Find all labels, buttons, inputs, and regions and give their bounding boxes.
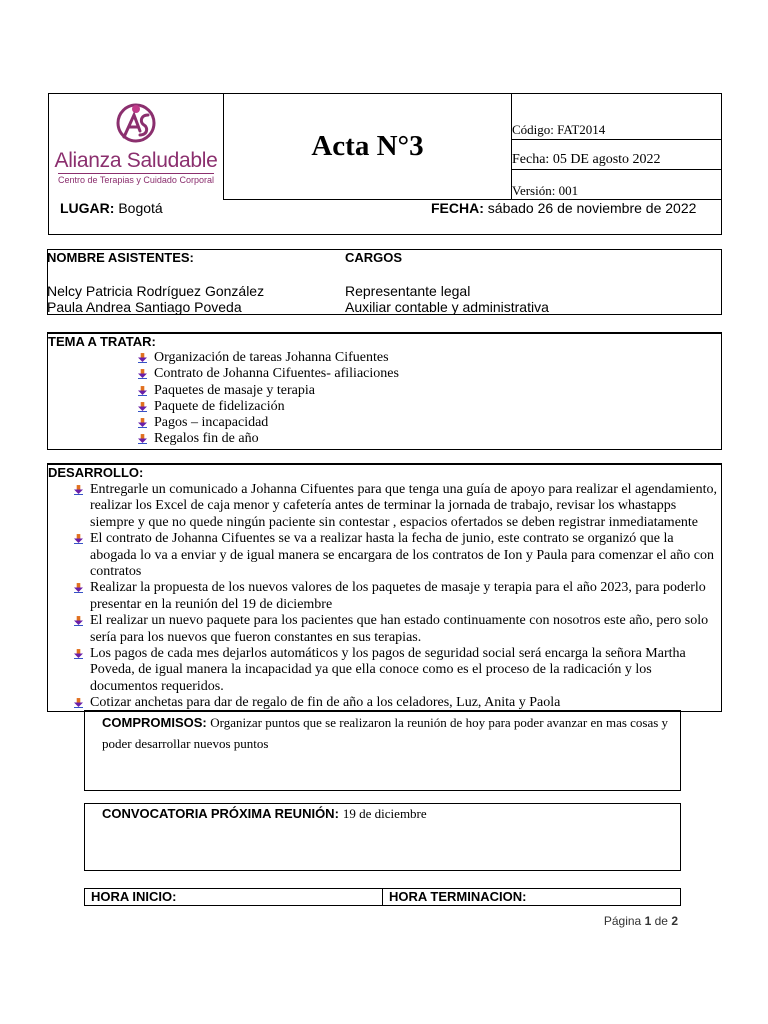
logo-mark-icon [114, 101, 158, 147]
meta-rule-2 [511, 169, 722, 170]
arrow-bullet-icon [74, 534, 83, 544]
topic-item: Pagos – incapacidad [128, 415, 688, 431]
arrow-bullet-icon [138, 434, 147, 444]
arrow-bullet-icon [138, 353, 147, 363]
end-time-label: HORA TERMINACION: [389, 889, 527, 904]
doc-date: Fecha: 05 DE agosto 2022 [512, 152, 661, 167]
attendee-name-2: Paula Andrea Santiago Poveda [47, 299, 242, 315]
arrow-bullet-icon [74, 583, 83, 593]
commitments-text: Organizar puntos que se realizaron la reunión de hoy para poder avanzar en mas cosas y poder desarrollar nuevos puntos [102, 715, 669, 751]
development-item: Los pagos de cada mes dejarlos automáticos y los pagos de seguridad social será encarga la señora Martha Poveda, de igual manera la incapacidad ya que ella conoce como es el proceso de la radicación y los documentos requeridos. [64, 646, 720, 695]
doc-code: Código: FAT2014 [512, 122, 606, 137]
attendee-role-1: Representante legal [345, 283, 471, 299]
arrow-bullet-icon [138, 369, 147, 379]
next-meeting-label: CONVOCATORIA PRÓXIMA REUNIÓN: [102, 806, 339, 821]
topics-list [128, 350, 688, 448]
development-item: El contrato de Johanna Cifuentes se va a realizar hasta la fecha de junio, este contrato se organizó que la abogada lo va a enviar y de igual manera se encargara de los contratos de Ion y Paula para comenzar el año con contratos [64, 531, 720, 580]
fecha-label: FECHA: [431, 200, 484, 216]
development-heading: DESARROLLO: [48, 465, 144, 480]
page-prefix: Página [603, 914, 642, 928]
arrow-bullet-icon [74, 616, 83, 626]
logo-tagline: Centro de Terapias y Cuidado Corporal [58, 175, 214, 185]
times-divider [382, 888, 383, 906]
meta-rule-1 [511, 139, 722, 140]
place-value: Bogotá [118, 200, 163, 216]
logo-brand: Alianza Saludable [54, 149, 218, 172]
page-total: 2 [671, 914, 678, 928]
arrow-bullet-icon [138, 402, 147, 412]
attendees-name-header: NOMBRE ASISTENTES: [47, 250, 194, 265]
fecha-value: sábado 26 de noviembre de 2022 [487, 200, 697, 216]
arrow-bullet-icon [74, 698, 83, 708]
logo [52, 101, 220, 199]
topic-item: Organización de tareas Johanna Cifuentes [128, 350, 688, 366]
place-label: LUGAR: [60, 200, 115, 216]
doc-version: Versión: 001 [512, 183, 579, 198]
next-meeting-value: 19 de diciembre [342, 806, 427, 821]
arrow-bullet-icon [138, 418, 147, 428]
development-item: Realizar la propuesta de los nuevos valores de los paquetes de masaje y terapia para el año 2023, para poderlo presentar en la reunión del 19 de diciembre [64, 580, 720, 613]
page-number [560, 913, 678, 929]
arrow-bullet-icon [138, 386, 147, 396]
arrow-bullet-icon [74, 485, 83, 495]
topic-item: Contrato de Johanna Cifuentes- afiliaciones [128, 366, 688, 382]
page-title: Acta N°3 [311, 130, 424, 162]
topic-item: Paquetes de masaje y terapia [128, 383, 688, 399]
topic-item: Regalos fin de año [128, 431, 688, 447]
development-list [64, 482, 720, 712]
development-item: Cotizar anchetas para dar de regalo de fin de año a los celadores, Luz, Anita y Paola [64, 695, 720, 711]
topics-heading: TEMA A TRATAR: [48, 334, 156, 349]
next-meeting-content [102, 805, 672, 823]
topic-item: Paquete de fidelización [128, 399, 688, 415]
development-item: Entregarle un comunicado a Johanna Cifuentes para que tenga una guía de apoyo para realizar el agendamiento, realizar los Excel de caja menor y cafetería antes de terminar la jornada de trabajo, revisar los whastapps siempre y que no quede ningún paciente sin contestar , espacios ofertados se deben registrar inmediatamente [64, 482, 720, 531]
commitments-label: COMPROMISOS: [102, 715, 207, 730]
attendees-role-header: CARGOS [345, 250, 403, 265]
attendee-name-1: Nelcy Patricia Rodríguez González [47, 283, 265, 299]
place-row [60, 199, 163, 217]
arrow-bullet-icon [74, 649, 83, 659]
commitments-content [102, 713, 672, 755]
development-item: El realizar un nuevo paquete para los pacientes que han estado continuamente con nosotros este año, pero solo sería para los nuevos que fueron constantes en sus terapias. [64, 613, 720, 646]
page-of: de [654, 914, 668, 928]
meeting-date-row [431, 199, 696, 217]
start-time-label: HORA INICIO: [91, 889, 177, 904]
attendee-role-2: Auxiliar contable y administrativa [345, 299, 549, 315]
page-current: 1 [644, 914, 652, 928]
